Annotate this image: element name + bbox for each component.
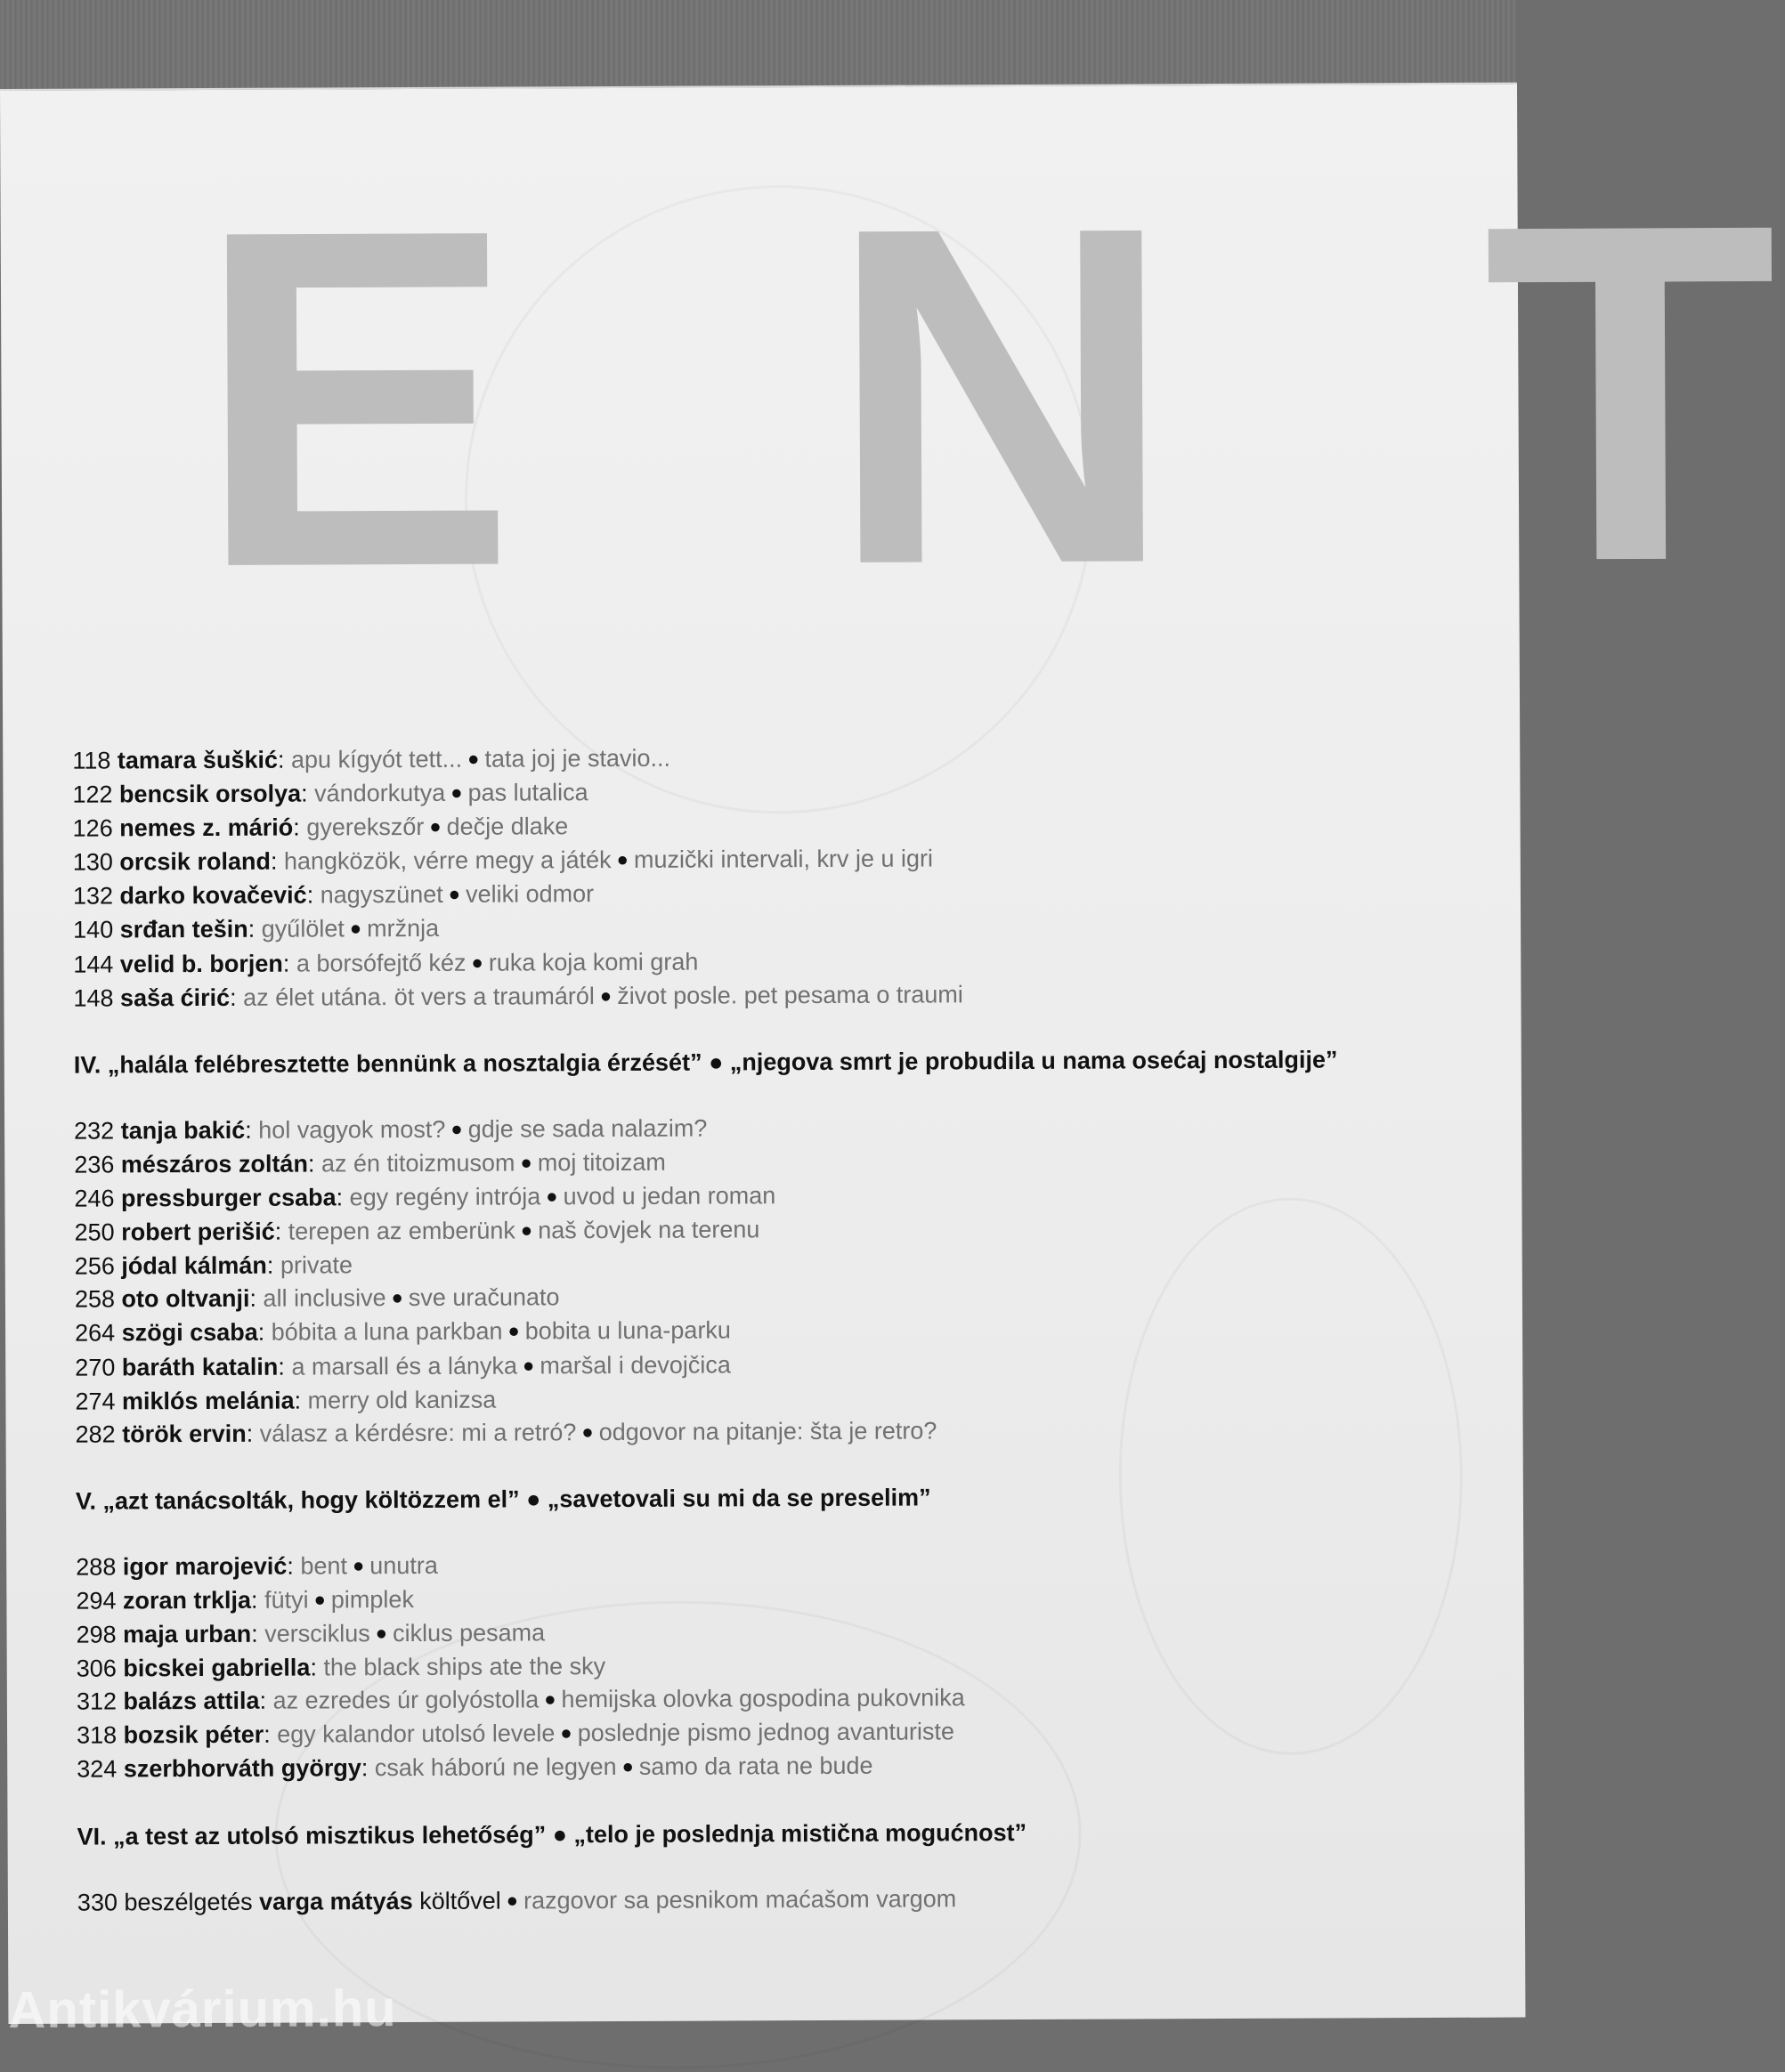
title-hungarian: vándorkutya bbox=[314, 779, 446, 807]
title-hungarian: terepen az emberünk bbox=[288, 1217, 515, 1245]
page-number: 324 bbox=[77, 1755, 124, 1784]
page-number: 130 bbox=[72, 848, 120, 876]
title-serbian: pimplek bbox=[330, 1585, 414, 1614]
colon-separator: : bbox=[287, 1552, 301, 1580]
author-name: orcsik roland bbox=[119, 847, 271, 876]
author-name: srđan tešin bbox=[119, 916, 248, 943]
title-hungarian: private bbox=[280, 1251, 353, 1279]
title-hungarian: all inclusive bbox=[263, 1284, 386, 1313]
page-number: 256 bbox=[74, 1252, 122, 1280]
author-name: miklós melánia bbox=[121, 1387, 295, 1415]
author-name: bicskei gabriella bbox=[123, 1654, 311, 1682]
page-number: 132 bbox=[72, 882, 120, 911]
colon-separator: : bbox=[294, 1387, 308, 1414]
title-serbian: moj titoizam bbox=[537, 1148, 666, 1177]
title-serbian: hemijska olovka gospodina pukovnika bbox=[561, 1684, 965, 1713]
page-number: 144 bbox=[73, 950, 120, 978]
colon-separator: : bbox=[246, 1420, 260, 1447]
author-name: balázs attila bbox=[123, 1687, 260, 1715]
author-name: oto oltvanji bbox=[121, 1285, 250, 1313]
colon-separator: : bbox=[245, 1116, 259, 1144]
section-heading: VI. „a test az utolsó misztikus lehetőség” ● „telo je poslednja mistična mogućnost” bbox=[77, 1818, 1027, 1850]
author-name: szerbhorváth györgy bbox=[123, 1754, 361, 1783]
author-name: igor marojević bbox=[122, 1552, 288, 1581]
document-page bbox=[0, 83, 1779, 2039]
title-serbian: dečje dlake bbox=[446, 813, 569, 841]
title-serbian: pas lutalica bbox=[467, 779, 588, 806]
bullet-icon: ● bbox=[349, 917, 362, 940]
title-serbian: tata joj je stavio... bbox=[484, 744, 671, 773]
colon-separator: : bbox=[301, 780, 315, 807]
page-number: 294 bbox=[76, 1587, 124, 1615]
author-name: maja urban bbox=[123, 1620, 252, 1648]
header-letter-n: N bbox=[826, 126, 1176, 665]
bullet-icon: ● bbox=[544, 1688, 556, 1711]
title-hungarian: az ezredes úr golyóstollа bbox=[272, 1686, 540, 1714]
title-hungarian: egy regény intrója bbox=[349, 1183, 541, 1211]
title-serbian: gdje se sada nalazim? bbox=[467, 1114, 708, 1143]
title-serbian: ciklus pesama bbox=[392, 1619, 546, 1647]
page-number: 270 bbox=[75, 1353, 122, 1381]
section-heading: IV. „halála felébresztette bennünk a nosztalgia érzését” ● „njegova smrt je probudila u nama osećaj nostalgije” bbox=[73, 1046, 1338, 1079]
colon-separator: : bbox=[247, 916, 262, 943]
bullet-icon: ● bbox=[520, 1218, 533, 1242]
bullet-icon: ● bbox=[471, 951, 483, 974]
author-name: tamara šuškić bbox=[117, 746, 279, 774]
colon-separator: : bbox=[266, 1251, 280, 1279]
page-number: 306 bbox=[76, 1655, 124, 1682]
colon-separator: : bbox=[307, 1150, 321, 1178]
author-name: robert perišić bbox=[121, 1218, 275, 1246]
title-serbian: bobita u luna-parku bbox=[524, 1316, 731, 1345]
page-number: 264 bbox=[75, 1319, 122, 1348]
bullet-icon: ● bbox=[450, 1117, 463, 1140]
bullet-icon: ● bbox=[448, 883, 461, 906]
bullet-icon: ● bbox=[467, 747, 480, 770]
page-number: 298 bbox=[76, 1621, 124, 1648]
title-serbian: naš čovjek na terenu bbox=[538, 1216, 760, 1244]
title-hungarian: az én titoizmusom bbox=[320, 1149, 515, 1178]
bullet-icon: ● bbox=[507, 1319, 520, 1342]
bullet-icon: ● bbox=[450, 781, 463, 804]
page-number: 318 bbox=[77, 1721, 124, 1749]
page-number: 282 bbox=[75, 1420, 123, 1448]
section-heading: V. „azt tanácsolták, hogy költözzem el” ● „savetovali su mi da se preselim” bbox=[75, 1484, 931, 1515]
toc-entry-final bbox=[77, 1880, 1502, 1920]
bullet-icon: ● bbox=[616, 848, 629, 871]
author-name: bencsik orsolya bbox=[118, 780, 302, 808]
author-name: saša ćirić bbox=[119, 983, 231, 1012]
author-name: jódal kálmán bbox=[121, 1251, 267, 1280]
bullet-icon: ● bbox=[375, 1622, 388, 1645]
bullet-icon: ● bbox=[560, 1721, 572, 1744]
page-number: 312 bbox=[76, 1688, 124, 1715]
title-hungarian: bent bbox=[300, 1552, 348, 1580]
bullet-icon: ● bbox=[520, 1151, 532, 1174]
title-hungarian: bóbita a luna parkban bbox=[271, 1317, 503, 1347]
table-of-contents bbox=[72, 739, 1502, 1921]
bullet-icon: ● bbox=[581, 1420, 594, 1443]
title-hungarian: gyerekszőr bbox=[306, 813, 425, 841]
page-number: 258 bbox=[74, 1285, 122, 1313]
page-number: 288 bbox=[76, 1553, 123, 1581]
page-number: 330 bbox=[77, 1889, 125, 1916]
page-number: 274 bbox=[75, 1388, 123, 1415]
author-name: darko kovačević bbox=[119, 881, 307, 910]
author-name: török ervin bbox=[122, 1420, 247, 1448]
bullet-icon: ● bbox=[391, 1286, 403, 1309]
page-number: 250 bbox=[74, 1218, 122, 1246]
colon-separator: : bbox=[282, 950, 296, 977]
title-serbian: muzički intervali, krv je u igri bbox=[633, 845, 934, 874]
title-hungarian: a marsall és a lányka bbox=[291, 1351, 518, 1380]
bullet-icon: ● bbox=[522, 1353, 535, 1376]
entry-suffix: költővel bbox=[412, 1887, 501, 1914]
title-serbian: razgovor sa pesnikom maćašom vargom bbox=[523, 1884, 957, 1914]
author-name: mészáros zoltán bbox=[120, 1150, 308, 1178]
colon-separator: : bbox=[250, 1586, 265, 1614]
title-serbian: maršal i devojčica bbox=[540, 1350, 731, 1379]
author-name: tanja bakić bbox=[120, 1116, 246, 1145]
author-name: varga mátyás bbox=[258, 1887, 413, 1915]
page-number: 148 bbox=[73, 984, 121, 1012]
colon-separator: : bbox=[264, 1721, 278, 1749]
bullet-icon: ● bbox=[506, 1889, 519, 1912]
page-number: 122 bbox=[72, 781, 120, 808]
title-hungarian: az élet utána. öt vers a traumáról bbox=[243, 982, 595, 1011]
colon-separator: : bbox=[257, 1319, 272, 1347]
watermark-text: Antikvárium.hu bbox=[8, 1979, 397, 2039]
bullet-icon: ● bbox=[599, 983, 613, 1007]
colon-separator: : bbox=[306, 881, 320, 909]
title-hungarian: versciklus bbox=[264, 1620, 370, 1647]
author-name: szögi csaba bbox=[121, 1319, 258, 1347]
header-letter-t: T bbox=[1482, 124, 1779, 662]
header-letter-e: E bbox=[194, 129, 518, 668]
page-number: 140 bbox=[73, 916, 120, 944]
title-hungarian: hol vagyok most? bbox=[258, 1115, 446, 1144]
author-name: velid b. borjen bbox=[119, 950, 283, 977]
title-hungarian: merry old kanizsa bbox=[307, 1386, 497, 1414]
author-name: baráth katalin bbox=[121, 1353, 279, 1380]
page-number: 236 bbox=[74, 1151, 121, 1178]
title-hungarian: the black ships ate the sky bbox=[323, 1653, 606, 1681]
title-serbian: samo da rata ne bude bbox=[638, 1752, 873, 1781]
title-hungarian: válasz a kérdésre: mi a retró? bbox=[259, 1418, 577, 1447]
bullet-icon: ● bbox=[352, 1554, 365, 1577]
title-serbian: sve uračunato bbox=[408, 1283, 560, 1312]
title-serbian: ruka koja komi grah bbox=[488, 948, 699, 976]
title-hungarian: csak háború ne legyen bbox=[374, 1753, 617, 1782]
page-number: 246 bbox=[74, 1185, 122, 1212]
bullet-icon: ● bbox=[313, 1588, 326, 1611]
title-hungarian: fütyi bbox=[264, 1586, 309, 1614]
colon-separator: : bbox=[249, 1285, 264, 1313]
author-name: nemes z. márió bbox=[119, 813, 294, 842]
title-serbian: mržnja bbox=[367, 915, 440, 943]
author-name: bozsik péter bbox=[123, 1721, 264, 1749]
colon-separator: : bbox=[293, 813, 307, 841]
title-hungarian: apu kígyót tett... bbox=[290, 745, 463, 773]
author-name: zoran trklja bbox=[122, 1586, 252, 1615]
entry-prefix: beszélgetés bbox=[124, 1888, 260, 1916]
page-number: 126 bbox=[72, 814, 120, 842]
author-name: pressburger csaba bbox=[120, 1184, 337, 1212]
title-serbian: uvod u jedan roman bbox=[563, 1182, 776, 1210]
colon-separator: : bbox=[278, 1353, 292, 1380]
title-hungarian: gyűlölet bbox=[261, 915, 345, 943]
title-hungarian: hangközök, vérre megy a játék bbox=[283, 846, 612, 875]
colon-separator: : bbox=[270, 847, 284, 875]
page-number: 232 bbox=[74, 1117, 121, 1145]
colon-separator: : bbox=[251, 1620, 265, 1647]
page-number: 118 bbox=[72, 747, 118, 774]
bullet-icon: ● bbox=[621, 1755, 634, 1778]
title-serbian: unutra bbox=[369, 1551, 438, 1580]
title-hungarian: a borsófejtő kéz bbox=[296, 949, 467, 977]
colon-separator: : bbox=[259, 1687, 273, 1714]
colon-separator: : bbox=[277, 746, 292, 773]
title-serbian: život posle. pet pesama o traumi bbox=[617, 980, 963, 1009]
title-hungarian: nagyszünet bbox=[320, 881, 443, 909]
colon-separator: : bbox=[336, 1184, 350, 1211]
colon-separator: : bbox=[274, 1218, 288, 1245]
title-serbian: poslednje pismo jednog avanturiste bbox=[577, 1718, 955, 1747]
title-serbian: veliki odmor bbox=[466, 880, 595, 909]
bullet-icon: ● bbox=[429, 815, 442, 838]
title-serbian: odgovor na pitanje: šta je retro? bbox=[598, 1417, 937, 1445]
colon-separator: : bbox=[310, 1654, 324, 1681]
colon-separator: : bbox=[230, 983, 244, 1011]
title-hungarian: egy kalandor utolsó levele bbox=[277, 1720, 556, 1749]
colon-separator: : bbox=[361, 1754, 375, 1782]
bullet-icon: ● bbox=[546, 1185, 558, 1208]
